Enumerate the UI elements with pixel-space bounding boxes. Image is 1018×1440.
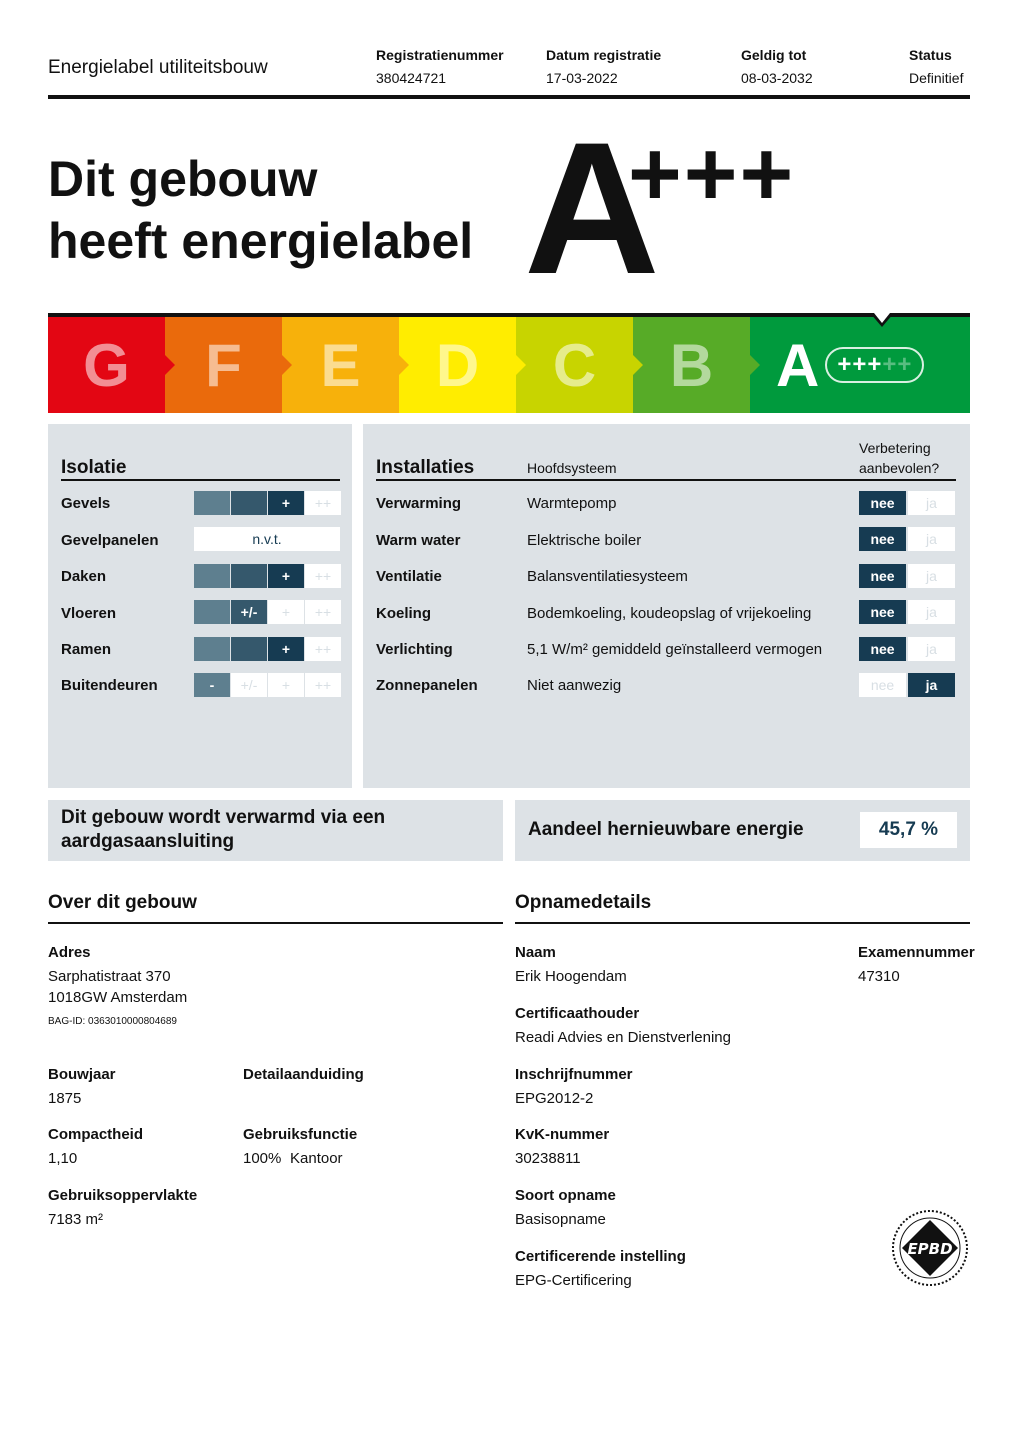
kvk-label: KvK-nummer	[515, 1126, 610, 1143]
meter-cell-current: +/-	[231, 600, 267, 624]
header-divider	[48, 95, 970, 99]
soort-opname-label: Soort opname	[515, 1187, 616, 1204]
meter-cell	[194, 637, 230, 661]
meter-gevelpanelen	[194, 527, 341, 551]
scale-segment-f	[165, 317, 282, 413]
installaties-title: Installaties	[376, 457, 475, 478]
advice-ja: ja	[908, 600, 955, 624]
advice-nee: nee	[859, 673, 906, 697]
headline-line-1: Dit gebouw	[48, 151, 318, 207]
label-plus: +++	[628, 123, 796, 225]
scale-letter-c: C	[552, 331, 597, 399]
instelling-value: EPG-Certificering	[515, 1272, 632, 1289]
advice-warm-water	[859, 527, 957, 551]
installatie-label-verwarming: Verwarming	[376, 495, 462, 512]
headline-line-2: heeft energielabel	[48, 213, 474, 269]
advice-ja-selected: ja	[908, 673, 955, 697]
geldig-tot-label: Geldig tot	[741, 47, 807, 63]
status-field	[909, 47, 963, 86]
scale-letter-g: G	[83, 331, 130, 399]
verwarming-text	[61, 806, 385, 854]
scale-segment-b	[633, 317, 750, 413]
meter-cell: +	[268, 673, 304, 697]
adres-line-1: Sarphatistraat 370	[48, 968, 171, 985]
isolatie-label-daken: Daken	[61, 568, 107, 585]
verbetering-header-1: Verbetering	[859, 440, 931, 456]
examen-value: 47310	[858, 968, 900, 985]
verwarming-text-line-2: aardgasaansluiting	[61, 831, 235, 852]
advice-verwarming	[859, 491, 957, 515]
scale-letter-d: D	[435, 331, 480, 399]
meter-cell: +/-	[231, 673, 267, 697]
installatie-system-warm-water: Elektrische boiler	[527, 532, 642, 549]
advice-ja: ja	[908, 527, 955, 551]
registratienummer-field	[376, 47, 504, 86]
inschrijf-value: EPG2012-2	[515, 1090, 594, 1107]
isolatie-title: Isolatie	[61, 457, 127, 478]
inschrijf-label: Inschrijfnummer	[515, 1066, 633, 1083]
installatie-label-koeling: Koeling	[376, 605, 431, 622]
isolatie-divider	[61, 479, 340, 481]
installatie-label-ventilatie: Ventilatie	[376, 568, 442, 585]
meter-cell-current: +	[268, 491, 304, 515]
advice-ja: ja	[908, 564, 955, 588]
cert-houder-label: Certificaathouder	[515, 1005, 640, 1022]
meter-cell-current: +	[268, 564, 304, 588]
examen-label: Examennummer	[858, 944, 975, 961]
meter-cell	[231, 564, 267, 588]
over-gebouw-divider	[48, 922, 503, 924]
advice-zonnepanelen	[859, 673, 957, 697]
instelling-label: Certificerende instelling	[515, 1248, 686, 1265]
bouwjaar-value: 1875	[48, 1090, 82, 1107]
geldig-tot-value: 08-03-2032	[741, 70, 813, 86]
meter-cell	[194, 564, 230, 588]
naam-value: Erik Hoogendam	[515, 968, 627, 985]
isolatie-label-ramen: Ramen	[61, 641, 112, 658]
hernieuwbaar-value: 45,7 %	[860, 812, 957, 848]
energy-scale	[48, 313, 970, 413]
meter-cell	[231, 491, 267, 515]
scale-segment-d	[399, 317, 516, 413]
scale-segment-g	[48, 317, 165, 413]
label-letter: A	[524, 103, 656, 313]
meter-ramen	[194, 637, 342, 661]
scale-arrow	[750, 355, 760, 375]
scale-arrow	[165, 355, 175, 375]
datum-registratie-field	[546, 47, 661, 86]
scale-letter-a: A	[776, 331, 820, 399]
installatie-system-koeling: Bodemkoeling, koudeopslag of vrijekoeling	[527, 605, 812, 622]
detailaanduiding-label: Detailaanduiding	[243, 1066, 364, 1083]
registratienummer-label: Registratienummer	[376, 47, 504, 63]
oppervlakte-value: 7183 m²	[48, 1211, 104, 1228]
datum-registratie-label: Datum registratie	[546, 47, 662, 63]
meter-cell: ++	[305, 673, 341, 697]
gebruiksfunctie-pct: 100%	[243, 1150, 282, 1167]
epbd-seal-icon	[890, 1208, 970, 1288]
naam-label: Naam	[515, 944, 556, 961]
meter-daken	[194, 564, 342, 588]
kvk-value: 30238811	[515, 1150, 581, 1167]
soort-opname-value: Basisopname	[515, 1211, 606, 1228]
compactheid-label: Compactheid	[48, 1126, 144, 1143]
geldig-tot-field	[741, 47, 813, 86]
meter-cell: +	[268, 600, 304, 624]
scale-arrow	[516, 355, 526, 375]
advice-ja: ja	[908, 491, 955, 515]
meter-cell-current: -	[194, 673, 230, 697]
advice-ja: ja	[908, 637, 955, 661]
scale-letter-e: E	[320, 331, 361, 399]
isolatie-label-gevels: Gevels	[61, 495, 111, 512]
installatie-system-verlichting: 5,1 W/m² gemiddeld geïnstalleerd vermogen	[527, 641, 823, 658]
meter-cell	[194, 600, 230, 624]
scale-plus-pill	[825, 347, 924, 383]
scale-segment-a	[750, 317, 970, 413]
seal-text: EPBD	[907, 1240, 953, 1258]
scale-letter-f: F	[205, 331, 242, 399]
installaties-divider	[376, 479, 956, 481]
meter-cell: ++	[305, 600, 341, 624]
installatie-system-ventilatie: Balansventilatiesysteem	[527, 568, 688, 585]
installatie-system-zonnepanelen: Niet aanwezig	[527, 677, 622, 694]
bouwjaar-label: Bouwjaar	[48, 1066, 116, 1083]
isolatie-label-vloeren: Vloeren	[61, 605, 117, 622]
hernieuwbaar-label: Aandeel hernieuwbare energie	[528, 819, 804, 840]
scale-arrow	[633, 355, 643, 375]
advice-nee-selected: nee	[859, 637, 906, 661]
meter-cell	[231, 637, 267, 661]
advice-nee-selected: nee	[859, 527, 906, 551]
cert-houder-value: Readi Advies en Dienstverlening	[515, 1029, 731, 1046]
gebruiksfunctie-label: Gebruiksfunctie	[243, 1126, 358, 1143]
advice-nee-selected: nee	[859, 564, 906, 588]
meter-cell: ++	[305, 491, 341, 515]
meter-cell-current: +	[268, 637, 304, 661]
scale-arrow	[399, 355, 409, 375]
status-label: Status	[909, 47, 952, 63]
scale-pointer-inner	[874, 313, 890, 323]
registratienummer-value: 380424721	[376, 70, 447, 86]
document-title: Energielabel utiliteitsbouw	[48, 57, 268, 78]
verwarming-text-line-1: Dit gebouw wordt verwarmd via een	[61, 807, 386, 828]
scale-letter-b: B	[669, 331, 714, 399]
meter-buitendeuren	[194, 673, 342, 697]
installatie-label-verlichting: Verlichting	[376, 641, 453, 658]
meter-cell: ++	[305, 637, 341, 661]
opname-divider	[515, 922, 970, 924]
pill-plus-inactive: ++	[882, 351, 913, 378]
oppervlakte-label: Gebruiksoppervlakte	[48, 1187, 198, 1204]
scale-arrow	[282, 355, 292, 375]
meter-gevels	[194, 491, 342, 515]
opname-title: Opnamedetails	[515, 892, 652, 913]
advice-ventilatie	[859, 564, 957, 588]
advice-koeling	[859, 600, 957, 624]
isolatie-label-buitendeuren: Buitendeuren	[61, 677, 158, 694]
adres-line-2: 1018GW Amsterdam	[48, 989, 188, 1006]
isolatie-label-gevelpanelen: Gevelpanelen	[61, 532, 159, 549]
datum-registratie-value: 17-03-2022	[546, 70, 618, 86]
advice-verlichting	[859, 637, 957, 661]
gebruiksfunctie-value: Kantoor	[290, 1150, 343, 1167]
status-value: Definitief	[909, 70, 964, 86]
advice-nee-selected: nee	[859, 600, 906, 624]
adres-label: Adres	[48, 944, 91, 961]
compactheid-value: 1,10	[48, 1150, 78, 1167]
installatie-label-warm-water: Warm water	[376, 532, 461, 549]
headline	[48, 148, 473, 272]
installatie-system-verwarming: Warmtepomp	[527, 495, 617, 512]
scale-segment-e	[282, 317, 399, 413]
pill-plus-active: +++	[837, 351, 883, 378]
over-gebouw-title: Over dit gebouw	[48, 892, 197, 913]
hoofdsysteem-header: Hoofdsysteem	[527, 460, 617, 476]
bag-id: BAG-ID: 0363010000804689	[48, 1016, 177, 1027]
verbetering-header-2: aanbevolen?	[859, 460, 940, 476]
advice-nee-selected: nee	[859, 491, 906, 515]
installatie-label-zonnepanelen: Zonnepanelen	[376, 677, 478, 694]
meter-cell	[194, 491, 230, 515]
scale-segment-c	[516, 317, 633, 413]
meter-cell: ++	[305, 564, 341, 588]
meter-vloeren	[194, 600, 342, 624]
meter-not-applicable: n.v.t.	[194, 527, 340, 551]
